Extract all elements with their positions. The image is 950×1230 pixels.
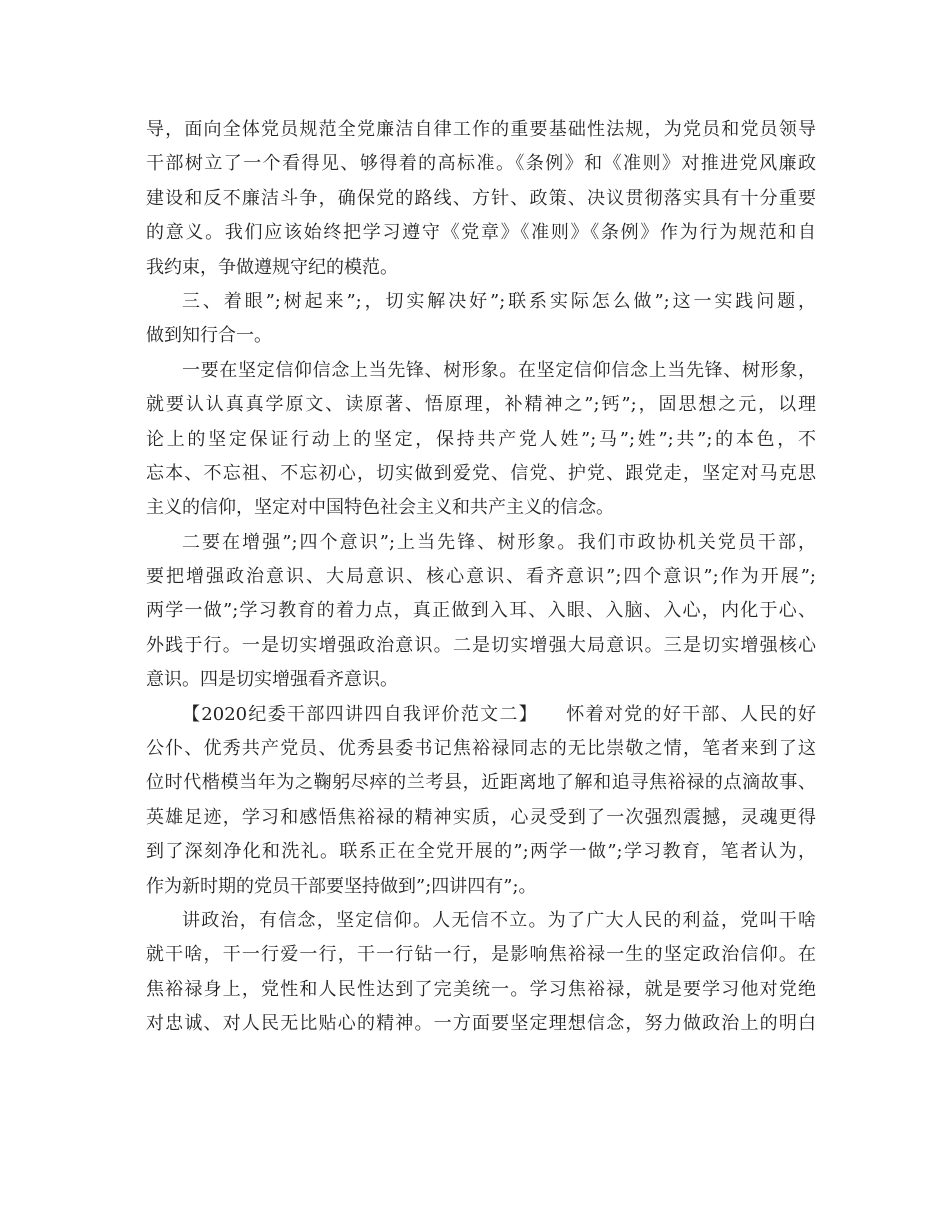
text-line: 讲政治，有信念，坚定信仰。人无信不立。为了广大人民的利益，党叫干啥 (182, 909, 816, 931)
text-line: 意识。四是切实增强看齐意识。 (146, 669, 398, 691)
text-line: 建设和反不廉洁斗争，确保党的路线、方针、政策、决议贯彻落实具有十分重要 (146, 187, 816, 209)
text-line: 就要认认真真学原文、读原著、悟原理，补精神之”;钙”;，固思想之元，以理 (146, 394, 816, 416)
text-line: 的意义。我们应该始终把学习遵守《党章》《准则》《条例》作为行为规范和自 (146, 222, 816, 244)
text-line: 英雄足迹，学习和感悟焦裕禄的精神实质，心灵受到了一次强烈震撼，灵魂更得 (146, 806, 816, 828)
text-line: 外践于行。一是切实增强政治意识。二是切实增强大局意识。三是切实增强核心 (146, 634, 816, 656)
text-line: 对忠诚、对人民无比贴心的精神。一方面要坚定理想信念，努力做政治上的明白 (146, 1013, 816, 1035)
text-line: 公仆、优秀共产党员、优秀县委书记焦裕禄同志的无比崇敬之情，笔者来到了这 (146, 738, 816, 760)
text-line: 二要在增强”;四个意识”;上当先锋、树形象。我们市政协机关党员干部， (182, 531, 816, 553)
text-line: 两学一做”;学习教育的着力点，真正做到入耳、入眼、入脑、入心，内化于心、 (146, 600, 816, 622)
text-line: 导，面向全体党员规范全党廉洁自律工作的重要基础性法规，为党员和党员领导 (146, 119, 816, 140)
text-line: 做到知行合一。 (146, 325, 272, 347)
text-line: 到了深刻净化和洗礼。联系正在全党开展的”;两学一做”;学习教育，笔者认为， (146, 841, 816, 863)
text-line: 作为新时期的党员干部要坚持做到”;四讲四有”;。 (146, 875, 537, 897)
text-line: 【2020纪委干部四讲四自我评价范文二】 怀着对党的好干部、人民的好 (182, 703, 816, 725)
document-body (146, 113, 816, 1042)
text-line: 论上的坚定保证行动上的坚定，保持共产党人姓”;马”;姓”;共”;的本色，不 (146, 428, 816, 450)
text-line: 要把增强政治意识、大局意识、核心意识、看齐意识”;四个意识”;作为开展”; (146, 566, 816, 588)
text-line: 三、着眼”;树起来”;，切实解决好”;联系实际怎么做”;这一实践问题， (182, 290, 816, 312)
text-line: 干部树立了一个看得见、够得着的高标准。《条例》和《准则》对推进党风廉政 (146, 153, 816, 175)
text-line: 焦裕禄身上，党性和人民性达到了完美统一。学习焦裕禄，就是要学习他对党绝 (146, 978, 816, 1000)
text-line: 位时代楷模当年为之鞠躬尽瘁的兰考县，近距离地了解和追寻焦裕禄的点滴故事、 (146, 772, 816, 794)
text-line: 一要在坚定信仰信念上当先锋、树形象。在坚定信仰信念上当先锋、树形象， (182, 359, 816, 381)
text-line: 主义的信仰，坚定对中国特色社会主义和共产主义的信念。 (146, 497, 614, 519)
text-line: 忘本、不忘祖、不忘初心，切实做到爱党、信党、护党、跟党走，坚定对马克思 (146, 462, 816, 484)
text-line: 就干啥，干一行爱一行，干一行钻一行，是影响焦裕禄一生的坚定政治信仰。在 (146, 944, 816, 966)
text-line: 我约束，争做遵规守纪的模范。 (146, 256, 398, 278)
